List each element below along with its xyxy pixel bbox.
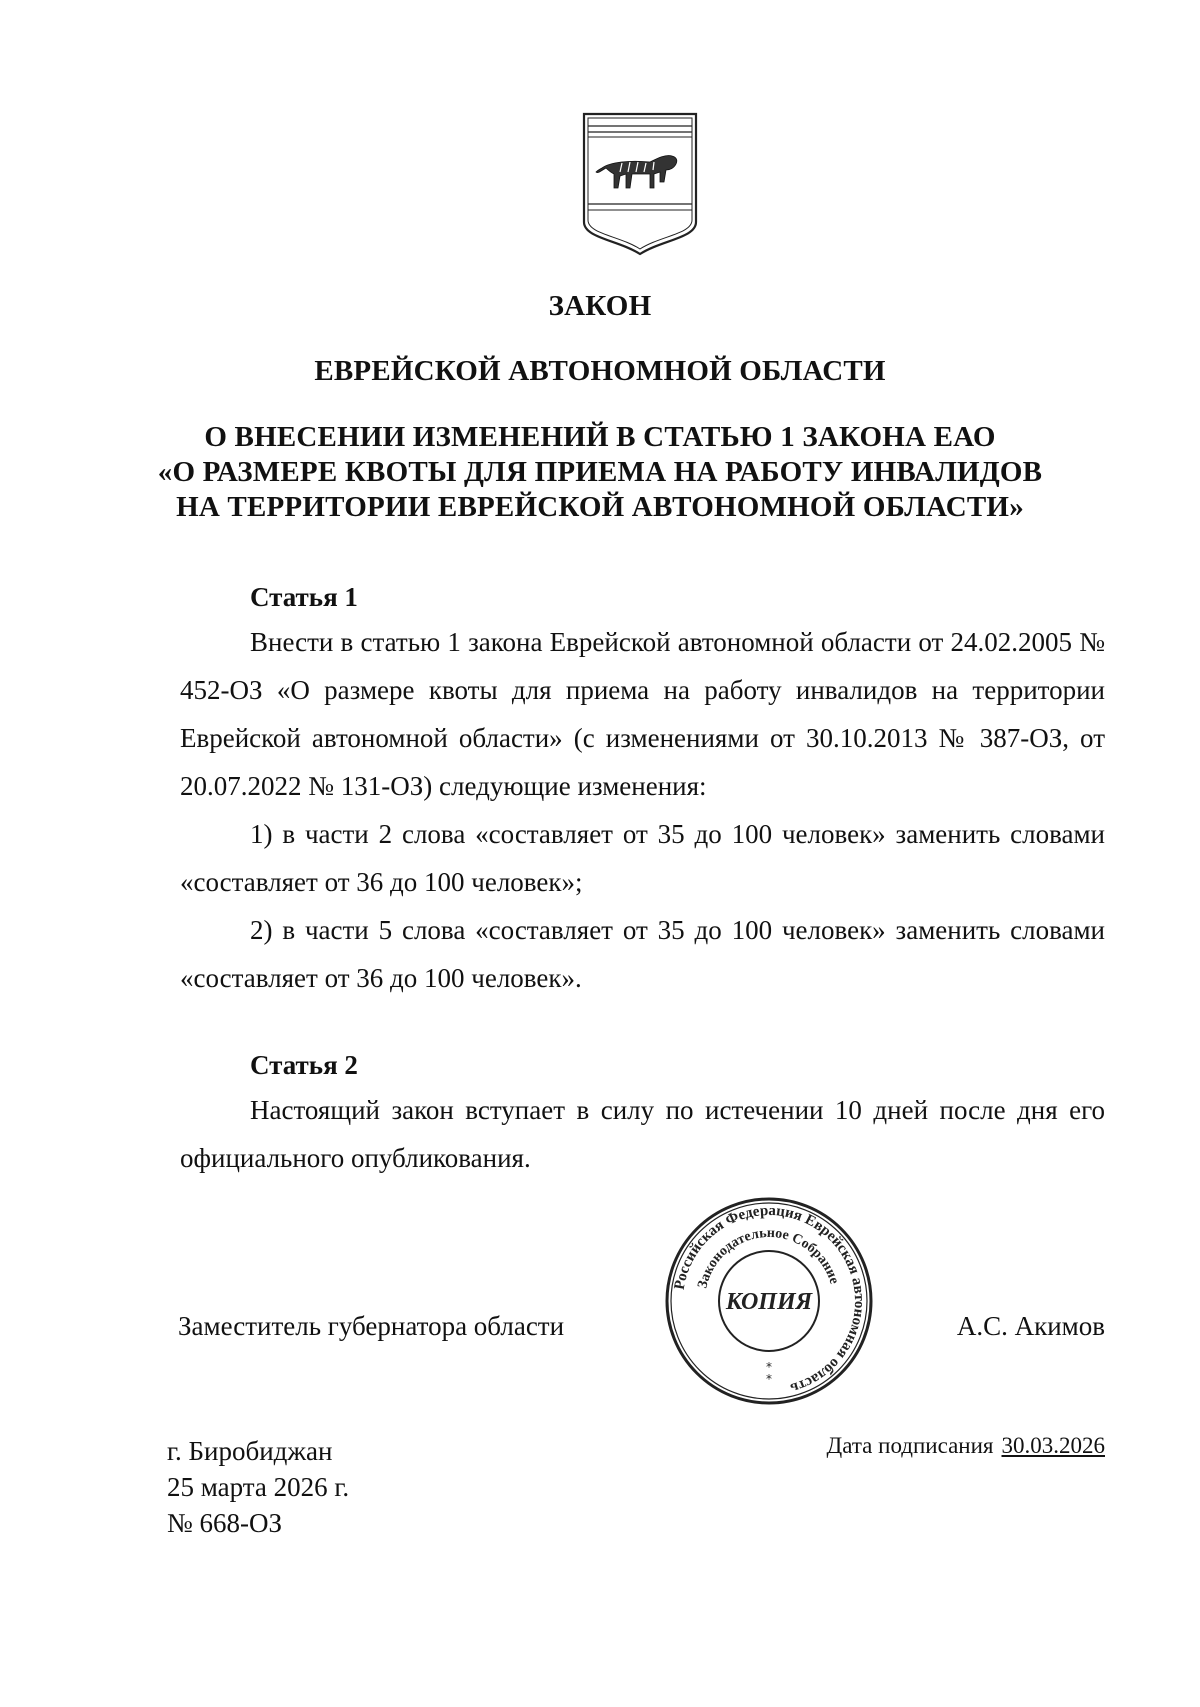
signatory-position: Заместитель губернатора области xyxy=(178,1311,565,1341)
article-1-item-1: 1) в части 2 слова «составляет от 35 до 100 человек» заменить словами «составляет от 36 до 100 человек»; xyxy=(180,819,1105,897)
subject-line: «О РАЗМЕРЕ КВОТЫ ДЛЯ ПРИЕМА НА РАБОТУ ИНВАЛИДОВ xyxy=(157,456,1043,488)
stamp-inner-text: Законодательное Собрание xyxy=(695,1225,842,1291)
article-1-heading: Статья 1 xyxy=(250,582,358,612)
official-seal-stamp xyxy=(663,1195,875,1407)
stamp-center-text: КОПИЯ xyxy=(725,1289,813,1315)
region-title: ЕВРЕЙСКОЙ АВТОНОМНОЙ ОБЛАСТИ xyxy=(314,355,886,387)
law-number: № 668-ОЗ xyxy=(167,1508,283,1538)
issue-date: 25 марта 2026 г. xyxy=(167,1472,350,1502)
signatory-name: А.С. Акимов xyxy=(956,1311,1105,1341)
subject-line: О ВНЕСЕНИИ ИЗМЕНЕНИЙ В СТАТЬЮ 1 ЗАКОНА ЕАО xyxy=(204,421,996,453)
article-2-heading: Статья 2 xyxy=(250,1050,358,1080)
document-title: ЗАКОН xyxy=(548,290,652,322)
issue-city: г. Биробиджан xyxy=(167,1436,333,1466)
law-subject-title xyxy=(0,420,1200,525)
svg-text:*: * xyxy=(766,1372,772,1386)
article-1-intro: Внести в статью 1 закона Еврейской автономной области от 24.02.2005 № 452-ОЗ «О размере квоты для приема на работу инвалидов на территории Еврейской автономной области» (с изменениями от 30.10.2013 № 387-ОЗ, от 20.07.2022 № 131-ОЗ) следующие изменения: xyxy=(180,627,1105,801)
coat-of-arms-icon xyxy=(580,110,700,256)
stamp-outer-text: Российская Федерация Еврейская автономная область xyxy=(671,1202,868,1397)
article-2-text: Настоящий закон вступает в силу по истечении 10 дней после дня его официального опубликования. xyxy=(180,1095,1105,1173)
signing-date-block xyxy=(827,1433,1105,1459)
issue-details xyxy=(167,1433,349,1541)
article-1-item-2: 2) в части 5 слова «составляет от 35 до 100 человек» заменить словами «составляет от 36 до 100 человек». xyxy=(180,915,1105,993)
signing-date-label: Дата подписания xyxy=(826,1433,994,1458)
signing-date-value: 30.03.2026 xyxy=(1001,1433,1105,1458)
svg-text:*: * xyxy=(766,1360,772,1374)
subject-line: НА ТЕРРИТОРИИ ЕВРЕЙСКОЙ АВТОНОМНОЙ ОБЛАСТИ» xyxy=(176,491,1024,523)
